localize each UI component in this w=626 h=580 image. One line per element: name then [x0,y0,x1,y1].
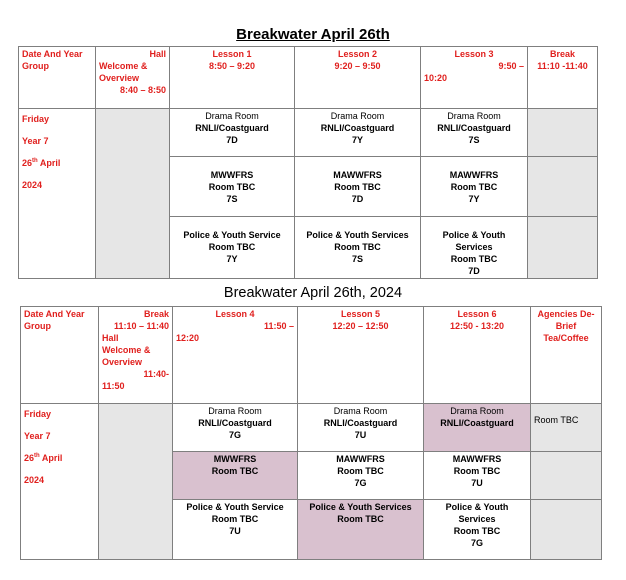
agencies-empty-cell [531,452,602,500]
header-date-year: Date And Year Group [21,307,99,404]
schedule-title-1: Breakwater April 26th [236,26,390,43]
header-hall: Hall Welcome & Overview 8:40 – 8:50 [96,47,170,109]
agencies-empty-cell [531,500,602,560]
table-row [19,109,598,157]
session-cell-highlighted: Drama Room RNLI/Coastguard [424,404,531,452]
session-cell-highlighted: MWWFRS Room TBC [173,452,298,500]
header-break: Break 11:10 -11:40 [528,47,598,109]
break-empty-cell [528,157,598,217]
header-lesson-2: Lesson 2 9:20 – 9:50 [295,47,421,109]
header-lesson-1: Lesson 1 8:50 – 9:20 [170,47,295,109]
session-cell: Police & Youth Services Room TBC 7G [424,500,531,560]
schedule-table-2 [20,306,602,560]
session-cell: Drama Room RNLI/Coastguard 7Y [295,109,421,157]
table-row [21,404,602,452]
header-row [19,47,598,109]
session-cell: MAWWFRS Room TBC 7D [295,157,421,217]
session-cell: MAWWFRS Room TBC 7U [424,452,531,500]
break-empty-cell [528,217,598,279]
break-empty-cell [528,109,598,157]
session-cell: Drama Room RNLI/Coastguard 7S [421,109,528,157]
session-cell: Police & Youth Service Room TBC 7U [173,500,298,560]
session-cell: Police & Youth Services Room TBC 7D [421,217,528,279]
header-lesson-6: Lesson 6 12:50 - 13:20 [424,307,531,404]
header-break-hall: Break 11:10 – 11:40 Hall Welcome & Overview 11:40- 11:50 [99,307,173,404]
schedule-table-1 [18,46,598,279]
header-date-year: Date And Year Group [19,47,96,109]
header-row [21,307,602,404]
session-cell: Drama Room RNLI/Coastguard 7D [170,109,295,157]
header-lesson-4: Lesson 4 11:50 – 12:20 [173,307,298,404]
session-cell: Police & Youth Service Room TBC 7Y [170,217,295,279]
session-cell-highlighted: Police & Youth Services Room TBC [298,500,424,560]
session-cell: Drama Room RNLI/Coastguard 7G [173,404,298,452]
session-cell: MAWWFRS Room TBC 7G [298,452,424,500]
session-cell: Drama Room RNLI/Coastguard 7U [298,404,424,452]
agencies-room-cell: Room TBC [531,404,602,452]
session-cell: MAWWFRS Room TBC 7Y [421,157,528,217]
session-cell: Police & Youth Services Room TBC 7S [295,217,421,279]
session-cell: MWWFRS Room TBC 7S [170,157,295,217]
day-info: Friday Year 7 26th April 2024 [19,109,96,279]
schedule-title-2: Breakwater April 26th, 2024 [223,285,403,301]
header-agencies: Agencies De- Brief Tea/Coffee [531,307,602,404]
day-info: Friday Year 7 26th April 2024 [21,404,99,560]
header-lesson-5: Lesson 5 12:20 – 12:50 [298,307,424,404]
hall-empty-cell [96,109,170,279]
hall-empty-cell [99,404,173,560]
header-lesson-3: Lesson 3 9:50 – 10:20 [421,47,528,109]
